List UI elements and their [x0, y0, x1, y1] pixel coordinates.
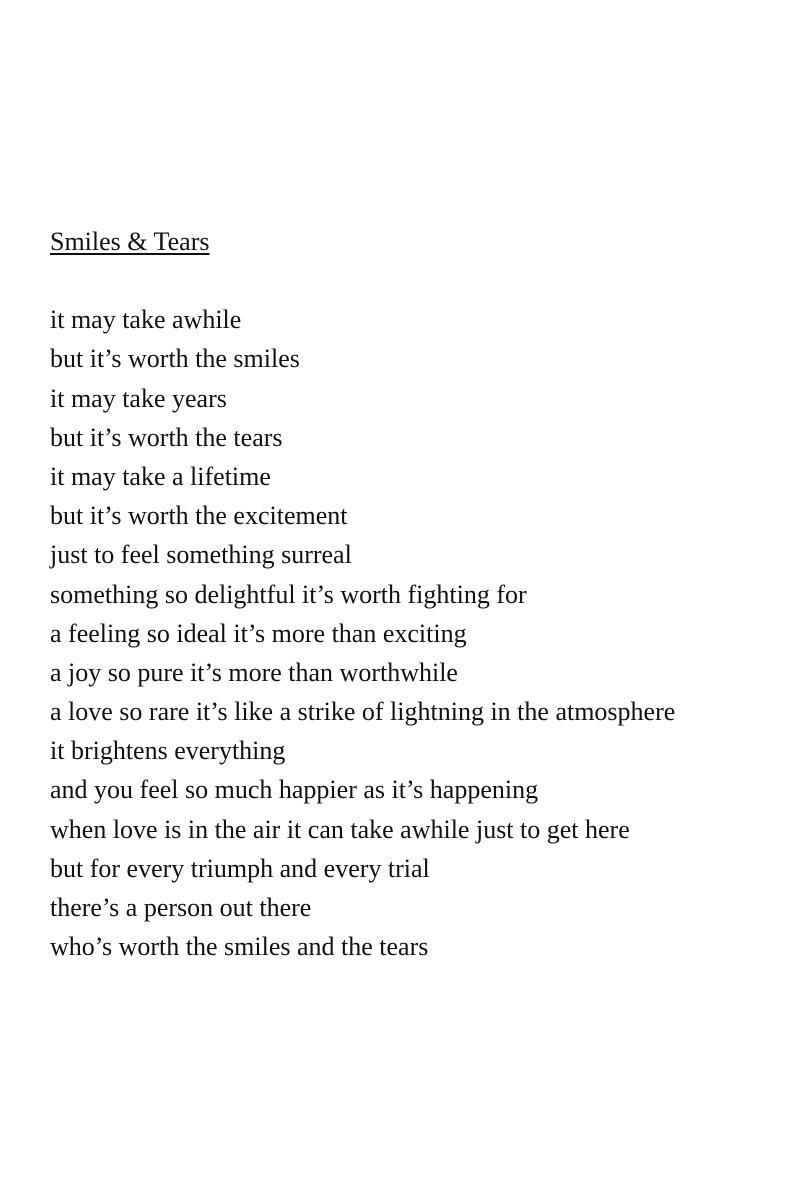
poem-line: it may take a lifetime [50, 461, 271, 491]
poem-line: but it’s worth the excitement [50, 501, 348, 531]
poem-line: but it’s worth the tears [50, 422, 283, 452]
poem-line: something so delightful it’s worth fighting for [50, 579, 527, 609]
poem-line: there’s a person out there [50, 893, 312, 923]
poem-line: it may take awhile [50, 305, 242, 335]
poem-line: a love so rare it’s like a strike of lightning in the atmosphere [50, 697, 676, 727]
poem-line: just to feel something surreal [50, 540, 352, 570]
poem-line: it brightens everything [50, 736, 286, 766]
poem-line: when love is in the air it can take awhile just to get here [50, 814, 630, 844]
poem-stanza [50, 300, 790, 966]
poem-line: and you feel so much happier as it’s happening [50, 775, 539, 805]
poem-line: who’s worth the smiles and the tears [50, 932, 429, 962]
poem-line: it may take years [50, 383, 227, 413]
poem-line: but for every triumph and every trial [50, 853, 430, 883]
poem-line: a feeling so ideal it’s more than exciting [50, 618, 467, 648]
poem-title: Smiles & Tears [50, 227, 210, 256]
poem-line: but it’s worth the smiles [50, 344, 300, 374]
poem [50, 222, 790, 966]
poem-line: a joy so pure it’s more than worthwhile [50, 657, 458, 687]
